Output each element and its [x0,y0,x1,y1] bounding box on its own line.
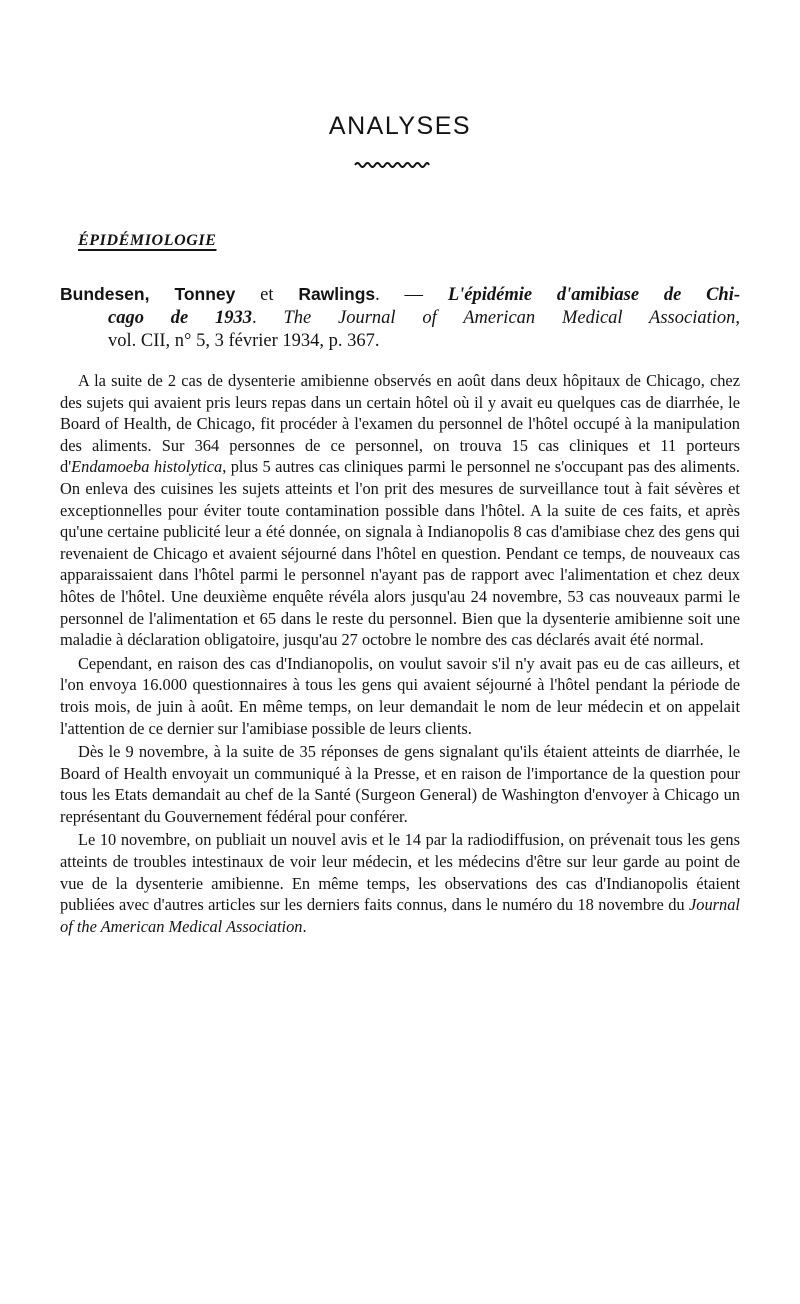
paragraph-1-text-b: , plus 5 autres cas cliniques parmi le personnel ne s'occupant pas des aliments. On enleva des cuisines les sujets atteints et l'on prit des mesures de surveillance tout à fait sévères et exceptionnelles pour éviter toute contamination possible dans l'hôtel. A la suite de ces faits, et après qu'une certaine publicité leur a été donnée, on signala à Indianopolis 8 cas d'amibiase chez des gens qui revenaient de Chicago et avaient séjourné dans l'hôtel en question. Pendant ce temps, de nouveaux cas apparaissaient dans l'hôtel parmi le personnel n'ayant pas de rapport avec l'alimentation et chez deux hôtes de l'hôtel. Une deuxième enquête révéla alors jusqu'au 24 novembre, 53 cas nouveaux parmi le personnel de l'alimentation et 65 dans le reste du personnel. Bien que la dysenterie amibienne soit une maladie à déclaration obligatoire, jusqu'au 27 octobre le nombre des cas déclarés avait été normal. [60,457,740,650]
reference-dash: . — [375,285,448,305]
paragraph-1-text-a: A la suite de 2 cas de dysenterie amibienne observés en août dans deux hôpitaux de Chicago, chez des sujets qui avaient pris leurs repas dans un certain hôtel où il y avait eu quelques cas de diarrhée, le Board of Health, de Chicago, fit procéder à l'examen du personnel de l'hôtel occupé à la manipulation des aliments. Sur 364 personnes de ce personnel, on trouva 15 cas cliniques et 11 porteurs d' [60,371,740,477]
reference-title-part-1: L'épidémie d'amibiase de Chi- [447,285,741,305]
reference-separator: . [252,308,284,328]
reference-authors-2: Rawlings [298,284,376,304]
paragraph-2: Cependant, en raison des cas d'Indianopolis, on voulut savoir s'il n'y avait pas eu de cas ailleurs, et l'on envoya 16.000 questionnaires à tous les gens qui avaient séjourné à l'hôtel pendant la période de trois mois, de juin à août. En même temps, on leur demandait le nom de leur médecin et on appelait l'attention de ce dernier sur l'amibiase possible de leurs clients. [60,653,740,738]
paragraph-1 [60,370,740,651]
reference-line-2: cago de 1933. The Journal of American Medical Association, [108,308,740,328]
bibliographic-reference [60,283,740,353]
wavy-ornament [353,160,431,170]
paragraph-3: Dès le 9 novembre, à la suite de 35 réponses de gens signalant qu'ils étaient atteints de diarrhée, le Board of Health envoyait un communiqué à la Presse, et en raison de l'importance de la question pour tous les Etats demandait au chef de la Santé (Surgeon General) de Washington d'envoyer à Chicago un représentant du Gouvernement fédéral pour conférer. [60,742,740,826]
reference-details: vol. CII, n° 5, 3 février 1934, p. 367. [108,331,380,351]
journal-name: Journal of the American Medical Association [60,895,740,936]
reference-line-1 [60,283,740,307]
reference-journal: The Journal of American Medical Association [283,308,736,328]
reference-and: et [235,285,299,305]
species-name: Endamoeba histolytica [71,457,223,477]
paragraph-4 [60,829,740,937]
section-heading: ÉPIDÉMIOLOGIE [78,232,217,249]
reference-title-part-2: cago de 1933 [108,308,253,328]
paragraph-4-text: Le 10 novembre, on publiait un nouvel avis et le 14 par la radiodiffusion, on prévenait tous les gens atteints de troubles intestinaux de voir leur médecin, et les médecins d'être sur leur garde au point de vue de la dysenterie amibienne. En même temps, les observations des cas d'Indianopolis étaient publiées avec d'autres articles sur les derniers faits connus, dans le numéro du 18 novembre du [60,830,740,915]
paragraph-4-end: . [302,916,307,936]
reference-authors-1: Bundesen, Tonney [60,284,236,304]
page-title: ANALYSES [328,112,472,140]
article-body [60,370,740,939]
